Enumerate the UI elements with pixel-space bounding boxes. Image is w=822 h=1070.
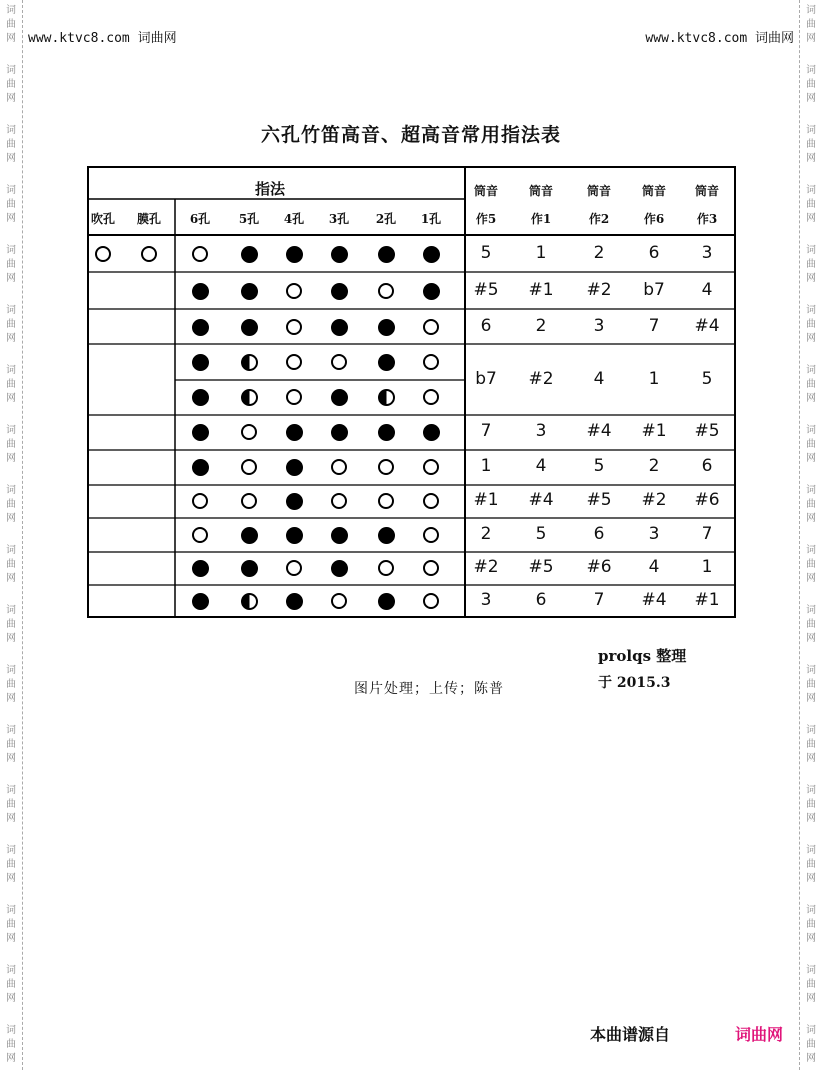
hole-closed: [331, 319, 348, 336]
hole-closed: [378, 593, 395, 610]
note-value: #1: [641, 421, 667, 441]
hole-closed: [241, 283, 258, 300]
note-value: 4: [701, 280, 713, 300]
hole-closed: [192, 560, 209, 577]
hole-closed: [192, 354, 209, 371]
margin-watermark: 词 曲 网: [806, 605, 816, 644]
hole-closed: [423, 424, 440, 441]
key-header-bottom: 作1: [530, 212, 552, 226]
note-value: #2: [586, 280, 612, 300]
note-value: 1: [701, 557, 713, 577]
margin-watermark: 词 曲 网: [806, 485, 816, 524]
note-value: 1: [480, 456, 492, 476]
hole-closed: [331, 424, 348, 441]
hole-closed: [378, 246, 395, 263]
margin-watermark: 词 曲 网: [6, 245, 16, 284]
margin-watermark: 词 曲 网: [6, 185, 16, 224]
key-header-bottom: 作5: [475, 212, 497, 226]
margin-watermark: 词 曲 网: [806, 725, 816, 764]
note-value: 7: [593, 590, 605, 610]
hole-closed: [378, 424, 395, 441]
note-value: 5: [480, 243, 492, 263]
note-value: #5: [586, 490, 612, 510]
margin-watermark: 词 曲 网: [806, 245, 816, 284]
key-header-top: 筒音: [694, 184, 719, 198]
note-value: #4: [528, 490, 554, 510]
margin-watermark: 词 曲 网: [806, 65, 816, 104]
note-value: #6: [586, 557, 612, 577]
margin-watermark: 词 曲 网: [6, 5, 16, 44]
hole-header: 膜孔: [136, 212, 161, 226]
note-value: 4: [535, 456, 547, 476]
key-header-top: 筒音: [641, 184, 666, 198]
hole-closed: [286, 493, 303, 510]
note-value: #4: [694, 316, 720, 336]
hole-open: [286, 560, 302, 576]
fingering-header: 指法: [254, 180, 285, 198]
margin-watermark: 词 曲 网: [6, 965, 16, 1004]
hole-closed: [378, 354, 395, 371]
hole-closed: [192, 283, 209, 300]
hole-half: [241, 354, 258, 371]
hole-closed: [378, 319, 395, 336]
hole-open: [95, 246, 111, 262]
hole-open: [331, 593, 347, 609]
note-value: 1: [648, 369, 660, 389]
note-value: #4: [641, 590, 667, 610]
hole-closed: [331, 560, 348, 577]
hole-open: [423, 560, 439, 576]
note-value: 3: [535, 421, 547, 441]
note-value: 7: [648, 316, 660, 336]
note-value: #2: [641, 490, 667, 510]
date-credit: 于 2015.3: [598, 675, 671, 691]
hole-closed: [241, 246, 258, 263]
note-value: 6: [648, 243, 660, 263]
hole-open: [423, 459, 439, 475]
note-value: 3: [593, 316, 605, 336]
note-value: 5: [593, 456, 605, 476]
hole-closed: [331, 389, 348, 406]
note-value: 3: [701, 243, 713, 263]
hole-open: [378, 560, 394, 576]
hole-open: [423, 389, 439, 405]
hole-open: [423, 593, 439, 609]
margin-watermark: 词 曲 网: [6, 65, 16, 104]
key-header-top: 筒音: [473, 184, 498, 198]
hole-closed: [241, 527, 258, 544]
hole-open: [241, 459, 257, 475]
margin-watermark: 词 曲 网: [6, 365, 16, 404]
margin-watermark: 词 曲 网: [6, 845, 16, 884]
hole-closed: [192, 424, 209, 441]
hole-open: [423, 527, 439, 543]
note-value: 4: [648, 557, 660, 577]
hole-closed: [423, 283, 440, 300]
key-header-bottom: 作3: [696, 212, 718, 226]
hole-open: [331, 459, 347, 475]
margin-watermark: 词 曲 网: [6, 425, 16, 464]
note-value: 6: [535, 590, 547, 610]
margin-watermark: 词 曲 网: [806, 785, 816, 824]
hole-header: 吹孔: [90, 212, 115, 226]
hole-open: [192, 493, 208, 509]
margin-watermark: 词 曲 网: [806, 665, 816, 704]
note-value: 2: [535, 316, 547, 336]
margin-watermark: 词 曲 网: [6, 485, 16, 524]
hole-closed: [192, 459, 209, 476]
hole-closed: [286, 593, 303, 610]
hole-open: [286, 354, 302, 370]
organizer-credit: prolqs 整理: [598, 647, 687, 665]
margin-watermark: 词 曲 网: [806, 965, 816, 1004]
note-value: 7: [480, 421, 492, 441]
margin-watermark: 词 曲 网: [6, 785, 16, 824]
hole-open: [378, 493, 394, 509]
hole-closed: [286, 459, 303, 476]
key-header-top: 筒音: [528, 184, 553, 198]
site-url-left[interactable]: www.ktvc8.com 词曲网: [28, 31, 177, 46]
margin-watermark: 词 曲 网: [6, 665, 16, 704]
key-header-bottom: 作6: [643, 212, 665, 226]
hole-closed: [331, 246, 348, 263]
hole-closed: [241, 319, 258, 336]
hole-closed: [331, 527, 348, 544]
margin-watermark: 词 曲 网: [806, 5, 816, 44]
hole-open: [286, 319, 302, 335]
hole-open: [423, 319, 439, 335]
margin-watermark: 词 曲 网: [806, 125, 816, 164]
key-header-top: 筒音: [586, 184, 611, 198]
hole-closed: [241, 560, 258, 577]
note-value: #5: [528, 557, 554, 577]
note-value: #5: [473, 280, 499, 300]
note-value: 6: [701, 456, 713, 476]
margin-watermark: 词 曲 网: [806, 305, 816, 344]
note-value: 6: [593, 524, 605, 544]
hole-closed: [286, 246, 303, 263]
processing-credit: 图片处理；上传；陈普: [354, 681, 504, 697]
hole-open: [241, 493, 257, 509]
site-url-right[interactable]: www.ktvc8.com 词曲网: [645, 31, 794, 46]
hole-open: [241, 424, 257, 440]
hole-half: [241, 389, 258, 406]
hole-half: [241, 593, 258, 610]
note-value: 4: [593, 369, 605, 389]
margin-watermark: 词 曲 网: [6, 905, 16, 944]
margin-watermark: 词 曲 网: [6, 125, 16, 164]
note-value: 2: [593, 243, 605, 263]
hole-header: 3孔: [328, 212, 350, 226]
hole-header: 5孔: [238, 212, 260, 226]
note-value: 5: [535, 524, 547, 544]
hole-closed: [192, 319, 209, 336]
note-value: b7: [475, 369, 497, 389]
note-value: #1: [694, 590, 720, 610]
hole-closed: [378, 527, 395, 544]
note-value: #2: [473, 557, 499, 577]
hole-open: [192, 527, 208, 543]
margin-watermark: 词 曲 网: [806, 365, 816, 404]
hole-open: [423, 354, 439, 370]
key-header-bottom: 作2: [588, 212, 610, 226]
note-value: #4: [586, 421, 612, 441]
margin-watermark: 词 曲 网: [6, 1025, 16, 1064]
hole-closed: [192, 593, 209, 610]
hole-header: 1孔: [420, 212, 442, 226]
hole-open: [192, 246, 208, 262]
margin-watermark: 词 曲 网: [6, 725, 16, 764]
note-value: 2: [480, 524, 492, 544]
margin-watermark: 词 曲 网: [806, 1025, 816, 1064]
margin-watermark: 词 曲 网: [806, 905, 816, 944]
hole-closed: [331, 283, 348, 300]
note-value: 3: [648, 524, 660, 544]
footer-brand-logo[interactable]: 词曲网: [735, 1025, 784, 1044]
hole-open: [331, 354, 347, 370]
source-label: 本曲谱源自: [590, 1025, 671, 1044]
note-value: 3: [480, 590, 492, 610]
hole-half: [378, 389, 395, 406]
page-title: 六孔竹笛高音、超高音常用指法表: [260, 124, 561, 146]
note-value: b7: [643, 280, 665, 300]
hole-closed: [286, 527, 303, 544]
note-value: #1: [473, 490, 499, 510]
hole-open: [286, 389, 302, 405]
hole-open: [423, 493, 439, 509]
note-value: 2: [648, 456, 660, 476]
hole-header: 6孔: [189, 212, 211, 226]
note-value: 7: [701, 524, 713, 544]
hole-closed: [423, 246, 440, 263]
hole-open: [331, 493, 347, 509]
hole-open: [286, 283, 302, 299]
hole-closed: [192, 389, 209, 406]
note-value: 6: [480, 316, 492, 336]
margin-watermark: 词 曲 网: [6, 305, 16, 344]
margin-watermark: 词 曲 网: [806, 845, 816, 884]
note-value: 1: [535, 243, 547, 263]
hole-header: 2孔: [375, 212, 397, 226]
margin-watermark: 词 曲 网: [806, 185, 816, 224]
note-value: #1: [528, 280, 554, 300]
hole-header: 4孔: [283, 212, 305, 226]
margin-watermark: 词 曲 网: [6, 545, 16, 584]
hole-open: [141, 246, 157, 262]
margin-watermark: 词 曲 网: [806, 545, 816, 584]
note-value: 5: [701, 369, 713, 389]
hole-open: [378, 459, 394, 475]
note-value: #2: [528, 369, 554, 389]
hole-open: [378, 283, 394, 299]
margin-watermark: 词 曲 网: [806, 425, 816, 464]
note-value: #5: [694, 421, 720, 441]
hole-closed: [286, 424, 303, 441]
margin-watermark: 词 曲 网: [6, 605, 16, 644]
note-value: #6: [694, 490, 720, 510]
